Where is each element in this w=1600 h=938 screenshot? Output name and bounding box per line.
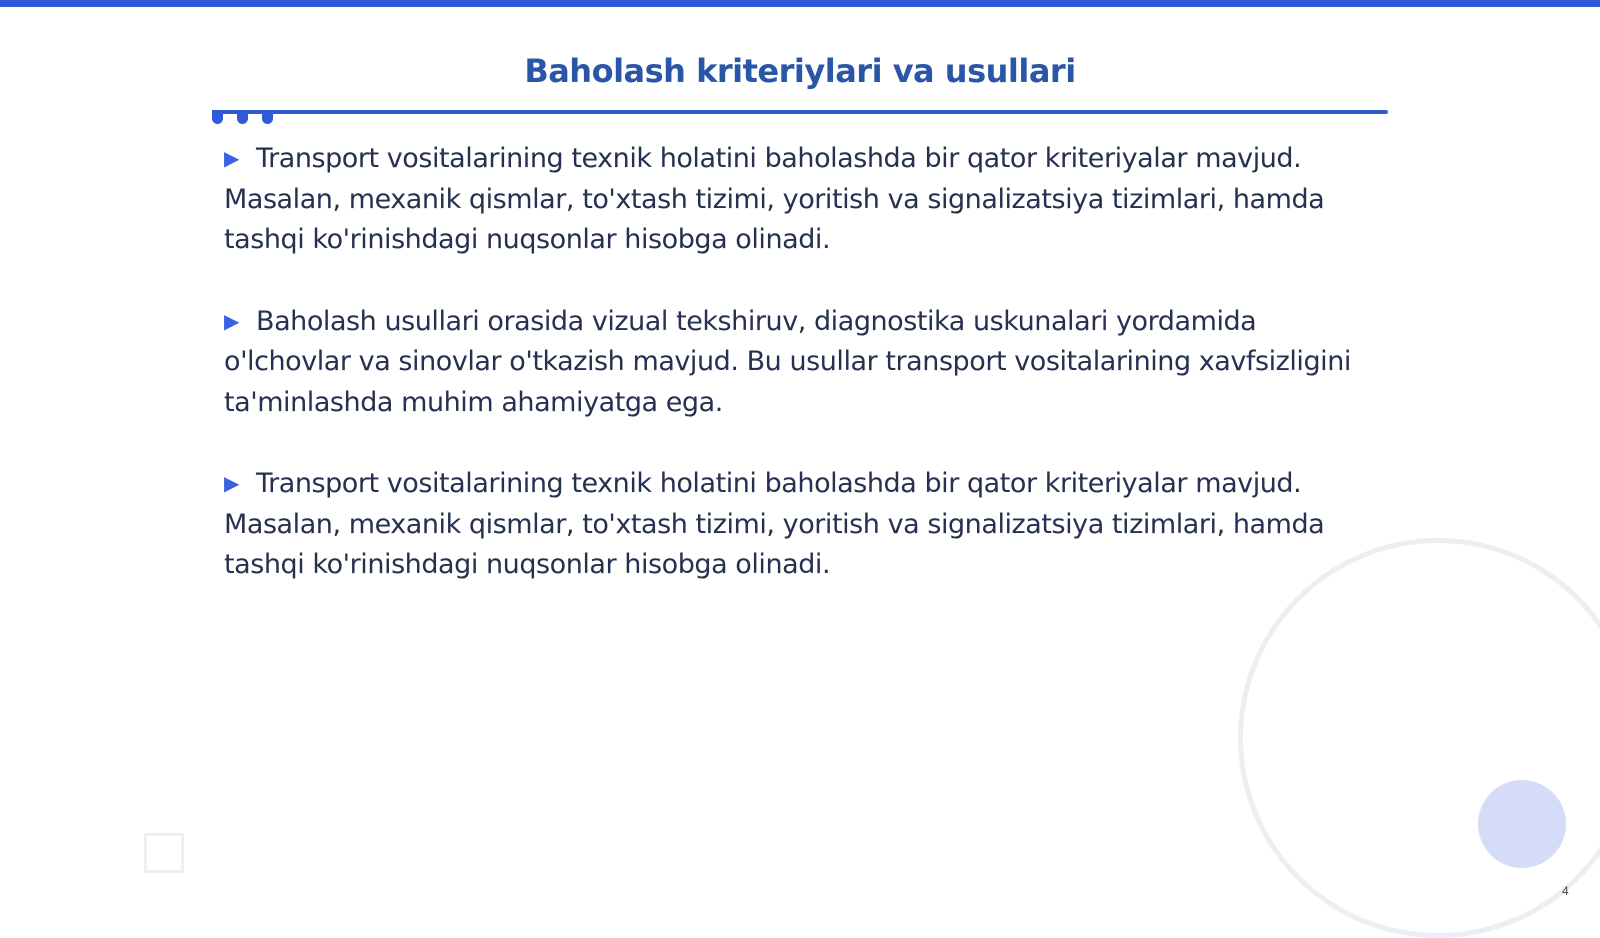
- slide-title: Baholash kriteriylari va usullari: [524, 52, 1076, 90]
- paragraph-text: Baholash usullari orasida vizual tekshiruv, diagnostika uskunalari yordamida o'lchovlar va sinovlar o'tkazish mavjud. Bu usullar transport vositalarining xavfsizligini ta'minlashda muhim ahamiyatga ega.: [224, 305, 1351, 418]
- paragraph-text: Transport vositalarining texnik holatini baholashda bir qator kriteriyalar mavjud. Masalan, mexanik qismlar, to'xtash tizimi, yoritish va signalizatsiya tizimlari, hamda tashqi ko'rinishdagi nuqsonlar hisobga olinadi.: [224, 468, 1325, 580]
- triangle-right-icon: ▶: [224, 308, 239, 333]
- triangle-right-icon: ▶: [224, 471, 239, 495]
- bullet-paragraph: [224, 138, 1384, 261]
- paragraph-text: Transport vositalarining texnik holatini baholashda bir qator kriteriyalar mavjud. Masalan, mexanik qismlar, to'xtash tizimi, yoritish va signalizatsiya tizimlari, hamda tashqi ko'rinishdagi nuqsonlar hisobga olinadi.: [224, 143, 1325, 255]
- underline-dot: [237, 110, 248, 124]
- underline-dots: [212, 110, 282, 126]
- title-underline: [212, 110, 1388, 114]
- underline-dot: [212, 110, 223, 124]
- underline-dot: [262, 110, 273, 124]
- decorative-dot: [1478, 780, 1566, 868]
- bullet-paragraph: [224, 301, 1384, 424]
- decorative-square: [144, 833, 184, 873]
- page-number: 4: [1562, 884, 1569, 898]
- triangle-right-icon: ▶: [224, 146, 239, 170]
- bullet-paragraph: [224, 463, 1384, 586]
- top-accent-bar: [0, 0, 1600, 7]
- slide-body: [224, 138, 1384, 626]
